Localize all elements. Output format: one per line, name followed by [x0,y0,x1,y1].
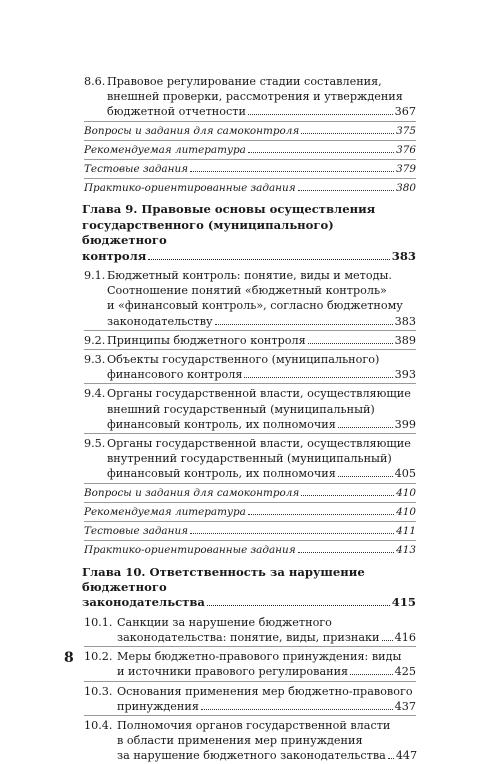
page-ref: 437 [394,699,416,713]
separator-rule [84,178,416,179]
page-ref: 393 [394,368,416,382]
toc-section-10-3 [84,684,416,714]
page-ref: 376 [396,143,416,156]
page-ref: 375 [396,124,416,137]
section-title-line: законодательства: понятие, виды, признаки [117,630,380,644]
section-title-line: и источники правового регулирования [117,665,349,679]
toc-extra-item [84,505,416,520]
page-ref: 383 [391,248,416,263]
toc-section-10-2 [84,649,416,679]
toc-section-9-3 [84,352,416,382]
toc-section-9-5 [84,436,416,482]
toc-section-9-4 [84,386,416,432]
section-title-line: в области применения мер принуждения [117,734,363,748]
dot-leader [215,324,393,325]
section-number: 10.3. [84,684,113,698]
dot-leader [308,343,393,344]
section-title-line: за нарушение бюджетного законодательства [117,749,386,763]
dot-leader [388,758,394,759]
section-title-line: Объекты государственного (муниципального) [107,353,380,367]
section-number: 10.4. [84,718,113,732]
separator-rule [84,483,416,484]
section-number: 9.4. [84,387,106,401]
section-title-line: внешней проверки, рассмотрения и утверждения [107,90,403,104]
dot-leader [201,709,393,710]
section-number: 9.5. [84,437,106,451]
page-ref: 410 [396,486,416,499]
toc-extra-item [84,124,416,139]
extra-label: Вопросы и задания для самоконтроля [84,486,300,499]
page-ref: 399 [394,417,416,431]
extra-label: Практико-ориентированные задания [84,182,296,195]
dot-leader [207,605,390,606]
page-ref: 447 [395,749,418,763]
separator-rule [84,540,416,541]
section-title-line: законодательству [107,314,213,328]
dot-leader [301,133,394,134]
section-title-line: Правовое регулирование стадии составления, [107,75,382,88]
toc-extra-item [84,524,416,539]
page-ref: 389 [394,333,416,347]
extra-label: Тестовые задания [84,163,189,176]
toc-extra-item [84,486,416,501]
toc-extra-item [84,543,416,558]
separator-rule [84,349,416,350]
section-title-line: Полномочия органов государственной власти [117,718,391,732]
section-number: 9.3. [84,353,106,367]
section-title-line: и «финансовый контроль», согласно бюджетному [107,299,403,313]
separator-rule [84,140,416,141]
toc-chapter-9 [82,202,416,264]
section-title-line: Бюджетный контроль: понятие, виды и методы. [107,269,392,283]
dot-leader [301,495,394,496]
toc-section-10-1 [84,615,416,645]
section-title-line: финансовый контроль, их полномочия [107,467,336,481]
toc-section-9-1 [84,268,416,329]
separator-rule [84,521,416,522]
section-title-line: бюджетной отчетности [107,105,246,119]
dot-leader [298,552,395,553]
extra-label: Практико-ориентированные задания [84,544,296,557]
chapter-title-line: государственного (муниципального) бюджетного [82,217,334,248]
page-ref: 405 [394,467,416,481]
page-ref: 379 [396,163,416,176]
dot-leader [248,114,393,115]
section-title-line: Основания применения мер бюджетно-правового [117,684,413,698]
dot-leader [190,533,394,534]
section-title-line: Санкции за нарушение бюджетного [117,615,332,629]
dot-leader [148,259,389,260]
section-number: 10.1. [84,615,113,629]
toc-chapter-10 [82,565,416,611]
dot-leader [190,171,394,172]
chapter-title-line: Глава 9. Правовые основы осуществления [82,202,376,217]
section-title-line: Меры бюджетно-правового принуждения: виды [117,650,402,664]
page-number: 8 [64,650,74,666]
separator-rule [84,433,416,434]
dot-leader [338,476,393,477]
dot-leader [338,427,393,428]
extra-label: Рекомендуемая литература [84,143,246,156]
page-ref: 380 [396,182,416,195]
toc-extra-item [84,143,416,158]
section-title-line: финансового контроля [107,368,243,382]
page-ref: 416 [394,630,416,644]
separator-rule [84,330,416,331]
chapter-title-line: Глава 10. Ответственность за нарушение бюджетного [82,564,365,594]
section-title-line: Соотношение понятий «бюджетный контроль» [107,284,387,298]
page-ref: 383 [394,314,416,328]
dot-leader [248,152,394,153]
separator-rule [84,646,416,647]
dot-leader [244,377,392,378]
separator-rule [84,681,416,682]
page-ref: 367 [394,105,416,119]
page-ref: 415 [391,595,416,610]
toc-section-8-6 [84,74,416,120]
section-title-line: внутренний государственный (муниципальный) [107,452,392,466]
section-number: 10.2. [84,650,113,664]
section-title-line: финансовый контроль, их полномочия [107,417,336,431]
table-of-contents [84,74,416,764]
page-ref: 413 [396,544,416,557]
section-number: 9.1. [84,269,106,283]
separator-rule [84,159,416,160]
dot-leader [298,190,395,191]
separator-rule [84,121,416,122]
section-title-line: внешний государственный (муниципальный) [107,402,375,416]
toc-section-9-2 [84,333,416,348]
chapter-title-line: законодательства [82,595,205,610]
page-ref: 425 [394,665,416,679]
page-ref: 410 [396,505,416,518]
extra-label: Вопросы и задания для самоконтроля [84,124,300,137]
dot-leader [382,640,393,641]
section-number: 9.2. [84,333,106,347]
extra-label: Рекомендуемая литература [84,505,246,518]
section-number: 8.6. [84,75,106,88]
toc-extra-item [84,162,416,177]
separator-rule [84,383,416,384]
page-ref: 411 [396,525,416,538]
dot-leader [248,514,394,515]
dot-leader [350,674,393,675]
section-title-line: Органы государственной власти, осуществляющие [107,387,411,401]
chapter-title-line: контроля [82,248,147,263]
extra-label: Тестовые задания [84,525,189,538]
section-title-line: Органы государственной власти, осуществляющие [107,437,411,451]
separator-rule [84,715,416,716]
toc-section-10-4 [84,718,416,764]
toc-extra-item [84,181,416,196]
section-title-line: Принципы бюджетного контроля [107,333,306,347]
section-title-line: принуждения [117,699,199,713]
separator-rule [84,502,416,503]
